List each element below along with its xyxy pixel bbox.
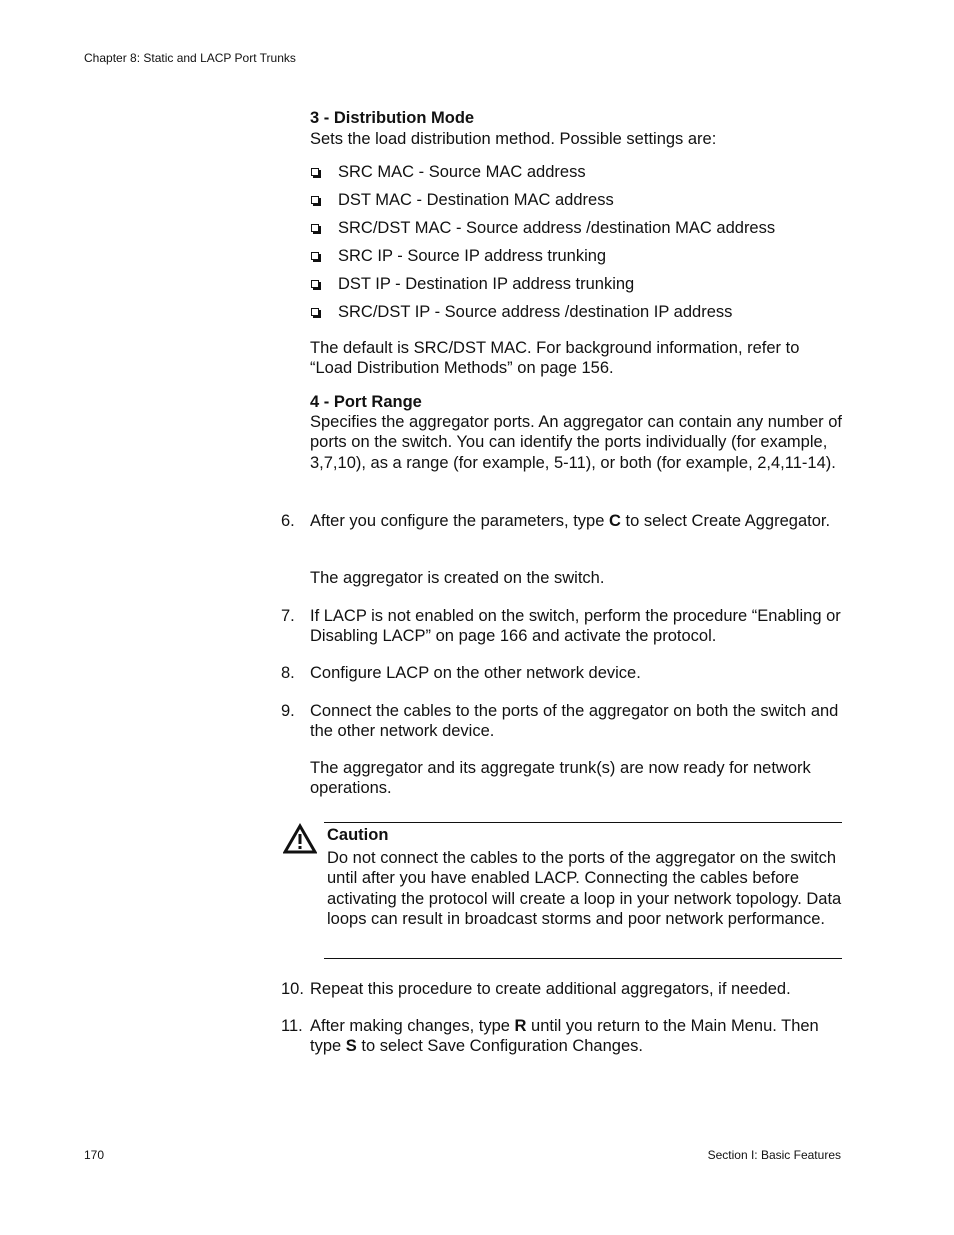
caution-top-rule — [324, 822, 842, 823]
step-6-note: The aggregator is created on the switch. — [310, 569, 605, 587]
step-6: 6. After you configure the parameters, type C to select Create Aggregator. — [281, 512, 831, 530]
key-s: S — [345, 1037, 357, 1056]
key-c: C — [609, 512, 621, 530]
step-number: 7. — [281, 607, 295, 625]
step-9-note: The aggregator and its aggregate trunk(s) are now ready for network operations. — [310, 759, 811, 798]
distribution-mode-intro: Sets the load distribution method. Possible settings are: — [310, 130, 717, 148]
checkbox-bullet-icon — [311, 280, 319, 288]
step-number: 10. — [281, 980, 304, 998]
caution-title: Caution — [327, 826, 389, 844]
step-9: 9. Connect the cables to the ports of the aggregator on both the switch and the other network device. — [281, 702, 839, 741]
step-10: 10. Repeat this procedure to create additional aggregators, if needed. — [281, 980, 791, 998]
distribution-default-note: The default is SRC/DST MAC. For background information, refer to “Load Distribution Methods” on page 156. — [310, 339, 800, 378]
warning-triangle-icon — [283, 823, 317, 855]
step-number: 11. — [281, 1017, 303, 1035]
list-item: SRC IP - Source IP address trunking — [310, 246, 845, 274]
caution-bottom-rule — [324, 958, 842, 959]
list-item: SRC/DST MAC - Source address /destination MAC address — [310, 218, 845, 246]
caution-text: Do not connect the cables to the ports of the aggregator on the switch until after you have enabled LACP. Connecting the cables before activating the protocol will create a loop in your network topology. Data loops can result in broadcast storms and poor network performance. — [327, 849, 842, 929]
distribution-mode-title: 3 - Distribution Mode — [310, 109, 475, 127]
port-range-description: Specifies the aggregator ports. An aggregator can contain any number of ports on the switch. You can identify the ports individually (for example, 3,7,10), as a range (for example, 5-11), or both (for example, 2,4,11-14). — [310, 413, 843, 472]
step-number: 8. — [281, 664, 295, 682]
checkbox-bullet-icon — [311, 308, 319, 316]
step-number: 6. — [281, 512, 295, 530]
list-item: DST IP - Destination IP address trunking — [310, 274, 845, 302]
checkbox-bullet-icon — [311, 196, 319, 204]
checkbox-bullet-icon — [311, 224, 319, 232]
checkbox-bullet-icon — [311, 252, 319, 260]
checkbox-bullet-icon — [311, 168, 319, 176]
key-r: R — [514, 1017, 527, 1035]
list-item: SRC MAC - Source MAC address — [310, 162, 845, 190]
running-header: Chapter 8: Static and LACP Port Trunks — [84, 51, 296, 65]
running-footer-section: Section I: Basic Features — [707, 1148, 841, 1162]
list-item: DST MAC - Destination MAC address — [310, 190, 845, 218]
port-range-title: 4 - Port Range — [310, 393, 422, 411]
step-number: 9. — [281, 702, 295, 720]
step-8: 8. Configure LACP on the other network device. — [281, 664, 641, 682]
step-11: 11. After making changes, type R until you return to the Main Menu. Then type S to select Save Configuration Changes. — [281, 1017, 819, 1056]
list-item: SRC/DST IP - Source address /destination IP address — [310, 302, 845, 330]
step-7: 7. If LACP is not enabled on the switch, perform the procedure “Enabling or Disabling LACP” on page 166 and activate the protocol. — [281, 607, 841, 646]
distribution-options-list — [310, 162, 845, 330]
page-number: 170 — [84, 1148, 105, 1162]
